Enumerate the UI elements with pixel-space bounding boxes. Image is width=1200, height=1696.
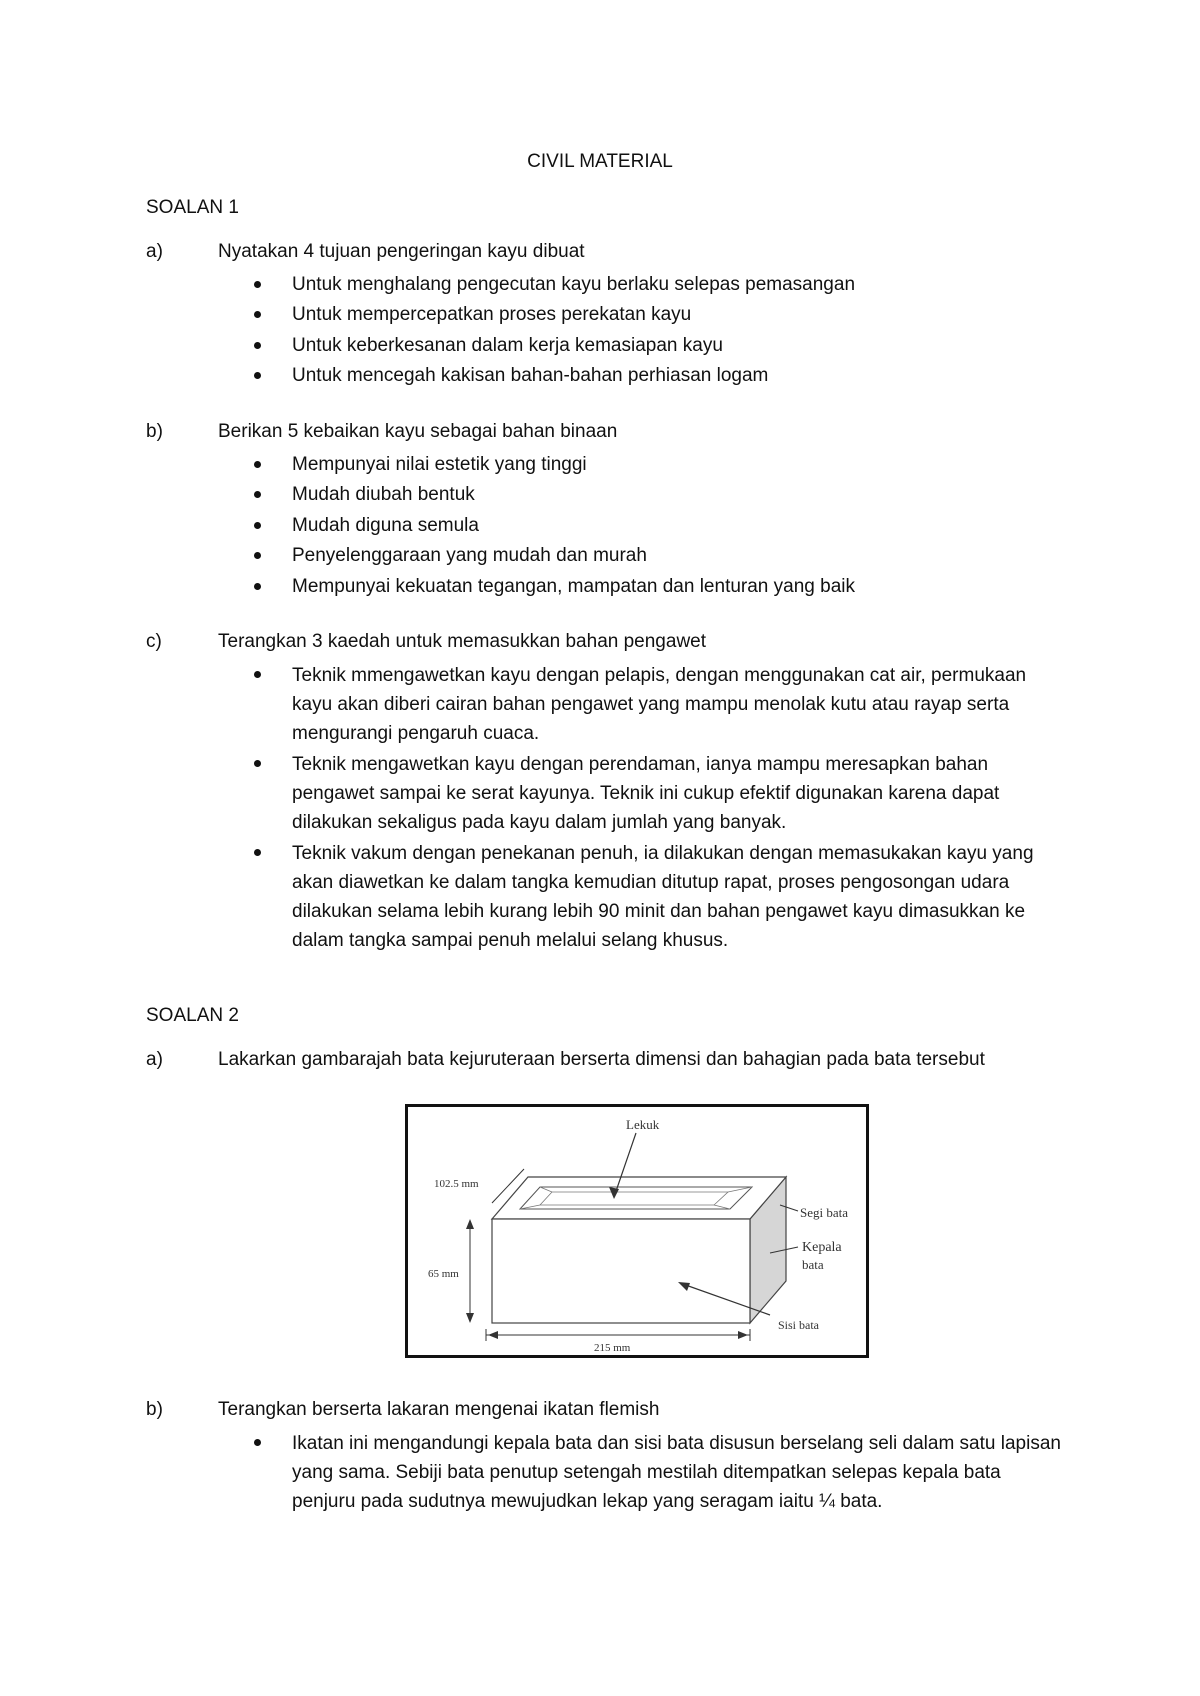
question-1b	[146, 418, 1066, 603]
bullet-icon	[254, 552, 261, 559]
brick-top-face	[492, 1177, 786, 1219]
bullet-icon	[254, 281, 261, 288]
list-item-text: Untuk menghalang pengecutan kayu berlaku selepas pemasangan	[292, 273, 856, 295]
label-sisi-bata: Sisi bata	[778, 1318, 819, 1332]
list-item-text: Teknik vakum dengan penekanan penuh, ia dilakukan dengan memasukakan kayu yang akan diawetkan ke dalam tangka kemudian ditutup rapat, proses pengosongan udara dilakukan selama lebih kurang lebih 90 minit dan bahan pengawet kayu dimasukkan ke dalam tangka sampai penuh melalui selang khusus.	[292, 842, 1034, 951]
bullet-icon	[254, 522, 261, 529]
bullet-icon	[254, 311, 261, 318]
bullet-icon	[254, 342, 261, 349]
document-title: CIVIL MATERIAL	[527, 151, 673, 172]
question-text: Terangkan berserta lakaran mengenai ikatan flemish	[218, 1399, 660, 1420]
list-item	[254, 839, 1066, 955]
length-arrow-right	[738, 1331, 748, 1339]
bullet-icon	[254, 491, 261, 498]
bullet-icon	[254, 671, 261, 678]
list-item-text: Teknik mmengawetkan kayu dengan pelapis, dengan menggunakan cat air, permukaan kayu akan diberi cairan bahan pengawet yang mampu menolak kutu atau rayap serta mengurangi pengaruh cuaca.	[292, 664, 1027, 744]
answer-list	[146, 1429, 1076, 1516]
label-kepala-line1: Kepala	[802, 1240, 842, 1255]
label-length: 215 mm	[594, 1342, 631, 1354]
label-kepala-line2: bata	[802, 1257, 824, 1272]
label-width: 102.5 mm	[434, 1178, 479, 1190]
list-item	[254, 301, 1066, 330]
brick-diagram-svg	[408, 1107, 866, 1355]
question-1c	[146, 628, 1076, 957]
bullet-icon	[254, 849, 261, 856]
list-item	[254, 362, 1066, 391]
height-arrow-bottom	[466, 1313, 474, 1323]
section-heading-soalan-2: SOALAN 2	[146, 1005, 239, 1026]
bullet-icon	[254, 461, 261, 468]
label-lekuk: Lekuk	[626, 1117, 660, 1132]
list-item-text: Mudah diguna semula	[292, 514, 479, 536]
length-arrow-left	[488, 1331, 498, 1339]
answer-list	[146, 661, 1076, 955]
list-item-text: Untuk mempercepatkan proses perekatan kayu	[292, 304, 692, 325]
question-label: a)	[146, 241, 163, 262]
list-item	[254, 661, 1066, 748]
bullet-icon	[254, 760, 261, 767]
bullet-icon	[254, 583, 261, 590]
list-item	[254, 573, 1066, 602]
list-item-text: Mempunyai nilai estetik yang tinggi	[292, 453, 587, 475]
list-item	[254, 451, 1066, 480]
list-item	[254, 332, 1066, 361]
brick-diagram	[405, 1104, 869, 1358]
question-text: Lakarkan gambarajah bata kejuruteraan berserta dimensi dan bahagian pada bata tersebut	[218, 1049, 985, 1070]
list-item	[254, 271, 1066, 300]
list-item	[254, 1429, 1066, 1516]
question-text: Terangkan 3 kaedah untuk memasukkan bahan pengawet	[218, 631, 707, 652]
label-segi-bata: Segi bata	[800, 1205, 849, 1220]
brick-front-face	[492, 1219, 750, 1323]
question-2a	[146, 1046, 1086, 1075]
list-item	[254, 750, 1066, 837]
question-text: Nyatakan 4 tujuan pengeringan kayu dibuat	[218, 241, 585, 262]
bullet-icon	[254, 372, 261, 379]
height-arrow-top	[466, 1219, 474, 1229]
answer-list	[146, 271, 1066, 391]
question-2b	[146, 1396, 1076, 1518]
question-label: a)	[146, 1049, 163, 1070]
question-label: b)	[146, 421, 163, 442]
question-label: c)	[146, 631, 162, 652]
list-item-text: Untuk keberkesanan dalam kerja kemasiapan kayu	[292, 334, 723, 356]
list-item-text: Ikatan ini mengandungi kepala bata dan sisi bata disusun berselang seli dalam satu lapisan yang sama. Sebiji bata penutup setengah mestilah ditempatkan selepas kepala bata penjuru pada sudutnya mewujudkan lekap yang seragam iaitu ¼ bata.	[292, 1432, 1061, 1512]
list-item-text: Penyelenggaraan yang mudah dan murah	[292, 545, 647, 566]
label-height: 65 mm	[428, 1268, 459, 1280]
list-item	[254, 542, 1066, 571]
question-1a	[146, 238, 1066, 393]
section-heading-soalan-1: SOALAN 1	[146, 197, 239, 218]
list-item-text: Untuk mencegah kakisan bahan-bahan perhiasan logam	[292, 365, 769, 386]
list-item	[254, 512, 1066, 541]
list-item-text: Mudah diubah bentuk	[292, 484, 475, 505]
question-text: Berikan 5 kebaikan kayu sebagai bahan binaan	[218, 421, 618, 442]
list-item-text: Mempunyai kekuatan tegangan, mampatan dan lenturan yang baik	[292, 575, 855, 597]
answer-list	[146, 451, 1066, 602]
list-item-text: Teknik mengawetkan kayu dengan perendaman, ianya mampu meresapkan bahan pengawet sampai ke serat kayunya. Teknik ini cukup efektif digunakan karena dapat dilakukan sekaligus pada kayu dalam jumlah yang banyak.	[292, 753, 1000, 833]
bullet-icon	[254, 1439, 261, 1446]
question-label: b)	[146, 1399, 163, 1420]
list-item	[254, 481, 1066, 510]
